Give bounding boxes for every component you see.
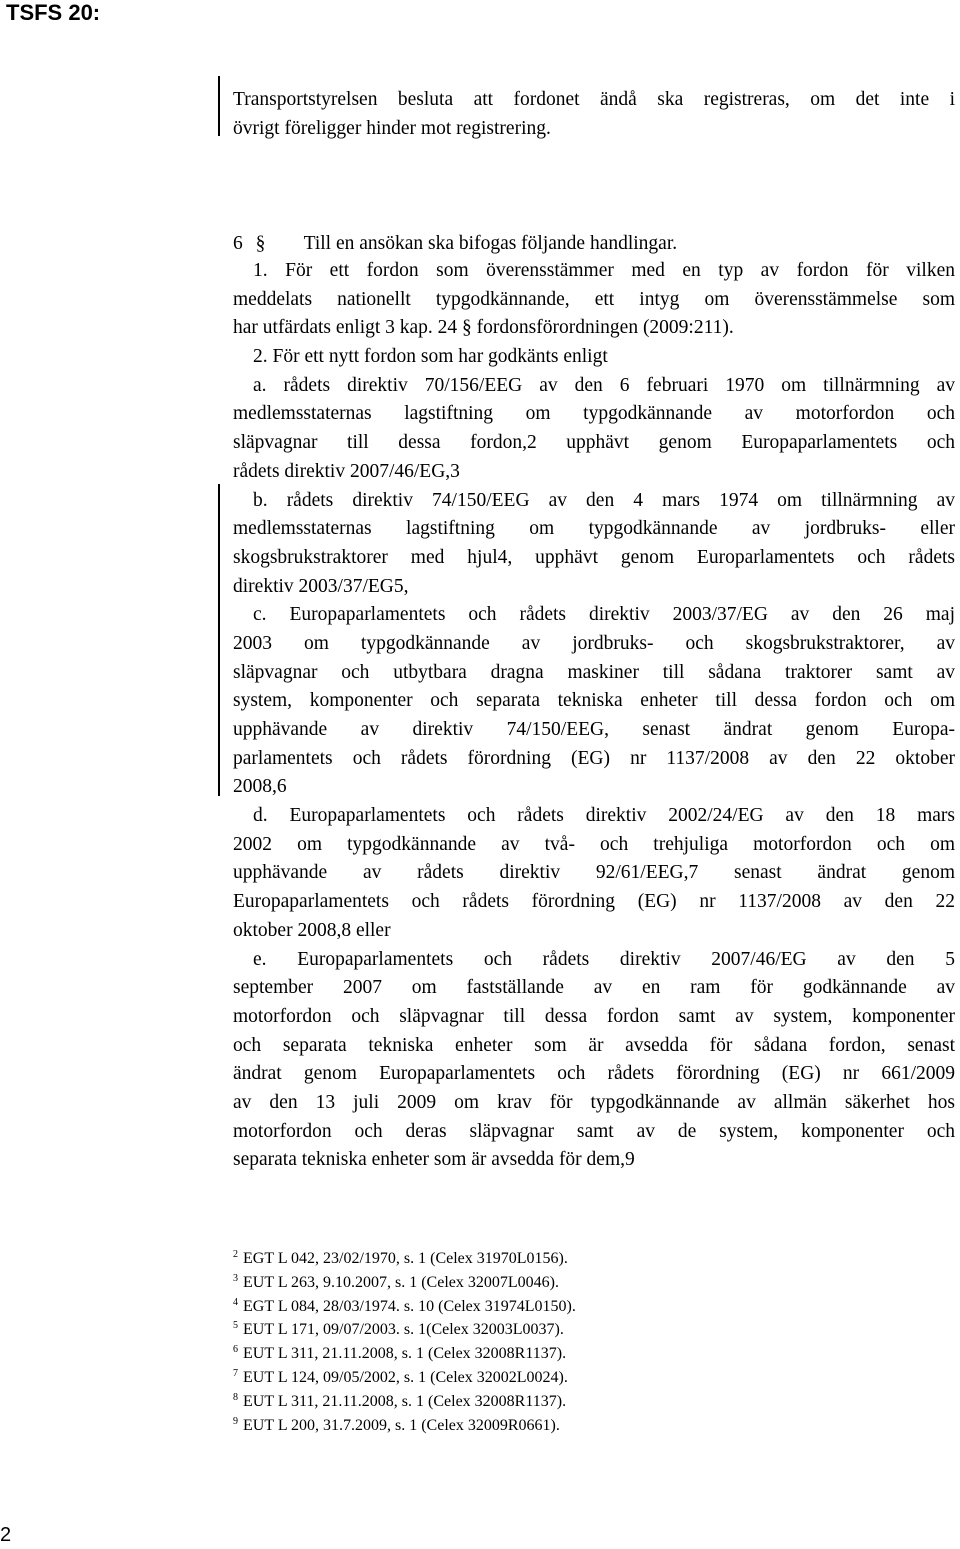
list-line: a. rådets direktiv 70/156/EEG av den 6 februari 1970 om tillnärmning av [253, 374, 955, 396]
change-bar-intro [218, 76, 220, 136]
list-line: separata tekniska enheter som är avsedda för dem,9 [233, 1149, 635, 1171]
footnote-text: EGT L 084, 28/03/1974. s. 10 (Celex 31974L0150). [243, 1297, 576, 1315]
list-line: Europaparlamentets och rådets förordning (EG) nr 1137/2008 av den 22 [233, 891, 955, 913]
list-line: d. Europaparlamentets och rådets direktiv 2002/24/EG av den 18 mars [253, 805, 955, 827]
footnote [233, 1316, 576, 1340]
footnote-number: 4 [233, 1296, 238, 1308]
list-line: släpvagnar till dessa fordon,2 upphävt genom Europaparlamentets och [233, 432, 955, 454]
list-line: b. rådets direktiv 74/150/EEG av den 4 mars 1974 om tillnärmning av [253, 489, 955, 511]
section-symbol: § [255, 233, 266, 254]
footnote [233, 1340, 576, 1364]
footnotes [233, 1245, 576, 1435]
document-header: TSFS 20: [6, 0, 101, 25]
list-line: upphävande av rådets direktiv 92/61/EEG,7 senast ändrat genom [233, 862, 955, 884]
list-line: 2008,6 [233, 776, 287, 798]
footnote-number: 5 [233, 1320, 238, 1332]
footnote [233, 1245, 576, 1269]
list-line: system, komponenter och separata tekniska enheter till dessa fordon och om [233, 690, 955, 712]
section-text: Till en ansökan ska bifogas följande handlingar. [303, 233, 678, 254]
intro-line: Transportstyrelsen besluta att fordonet ändå ska registreras, om det inte i [233, 89, 955, 110]
list-line: e. Europaparlamentets och rådets direktiv 2007/46/EG av den 5 [253, 948, 955, 970]
list-line: medlemsstaternas lagstiftning om typgodkännande av motorfordon och [233, 403, 955, 425]
footnote [233, 1293, 576, 1317]
list-line: och separata tekniska enheter som är avsedda för sådana fordon, senast [233, 1034, 955, 1056]
footnote-number: 8 [233, 1391, 238, 1403]
footnote-number: 6 [233, 1344, 238, 1356]
list-line: 2003 om typgodkännande av jordbruks- och skogsbrukstraktorer, av [233, 632, 955, 654]
list-line: har utfärdats enligt 3 kap. 24 § fordonsförordningen (2009:211). [233, 317, 734, 339]
list-line: upphävande av direktiv 74/150/EEG, senast ändrat genom Europa- [233, 719, 955, 740]
list-line: ändrat genom Europaparlamentets och rådets förordning (EG) nr 661/2009 [233, 1063, 955, 1085]
footnote-text: EUT L 263, 9.10.2007, s. 1 (Celex 32007L0046). [243, 1273, 559, 1291]
list-line: direktiv 2003/37/EG5, [233, 575, 409, 597]
footnote [233, 1412, 576, 1436]
list-line: 2. För ett nytt fordon som har godkänts enligt [253, 346, 608, 368]
footnote-text: EGT L 042, 23/02/1970, s. 1 (Celex 31970L0156). [243, 1250, 568, 1267]
section-number: 6 [233, 233, 243, 254]
intro-line: övrigt föreligger hinder mot registrering. [233, 118, 551, 139]
list-line: rådets direktiv 2007/46/EG,3 [233, 460, 460, 482]
footnote-text: EUT L 311, 21.11.2008, s. 1 (Celex 32008R1137). [243, 1345, 567, 1363]
change-bar-items [218, 484, 220, 796]
list-line: c. Europaparlamentets och rådets direktiv 2003/37/EG av den 26 maj [253, 604, 955, 626]
footnote-number: 2 [233, 1249, 238, 1260]
intro-paragraph [233, 85, 955, 143]
footnote-number: 9 [233, 1415, 238, 1427]
list-line: medlemsstaternas lagstiftning om typgodkännande av jordbruks- eller [233, 518, 955, 540]
footnote [233, 1388, 576, 1412]
list-line: släpvagnar och utbytbara dragna maskiner till sådana traktorer samt av [233, 661, 955, 683]
footnote-text: EUT L 124, 09/05/2002, s. 1 (Celex 32002L0024). [243, 1368, 568, 1386]
footnote-text: EUT L 171, 09/07/2003. s. 1(Celex 32003L0037). [243, 1321, 564, 1339]
footnote-number: 7 [233, 1367, 238, 1379]
list-line: 2002 om typgodkännande av två- och trehjuliga motorfordon och om [233, 833, 955, 855]
list-line: 1. För ett fordon som överensstämmer med en typ av fordon för vilken [253, 260, 955, 281]
footnote [233, 1364, 576, 1388]
attachment-list [233, 257, 955, 1175]
footnote [233, 1269, 576, 1293]
footnote-text: EUT L 311, 21.11.2008, s. 1 (Celex 32008R1137). [243, 1392, 567, 1410]
list-line: oktober 2008,8 eller [233, 919, 391, 941]
list-line: september 2007 om fastställande av en ram för godkännande av [233, 977, 955, 999]
footnote-number: 3 [233, 1272, 238, 1284]
list-line: motorfordon och släpvagnar till dessa fordon samt av system, komponenter [233, 1005, 955, 1027]
list-line: motorfordon och deras släpvagnar samt av de system, komponenter och [233, 1120, 955, 1142]
list-line: av den 13 juli 2009 om krav för typgodkännande av allmän säkerhet hos [233, 1091, 955, 1113]
list-line: parlamentets och rådets förordning (EG) nr 1137/2008 av den 22 oktober [233, 747, 955, 769]
section-heading [233, 229, 955, 258]
page-number: 2 [0, 1524, 12, 1546]
list-line: skogsbrukstraktorer med hjul4, upphävt genom Europarlamentets och rådets [233, 546, 955, 568]
footnote-text: EUT L 200, 31.7.2009, s. 1 (Celex 32009R0661). [243, 1416, 560, 1434]
list-line: meddelats nationellt typgodkännande, ett intyg om överensstämmelse som [233, 288, 955, 310]
